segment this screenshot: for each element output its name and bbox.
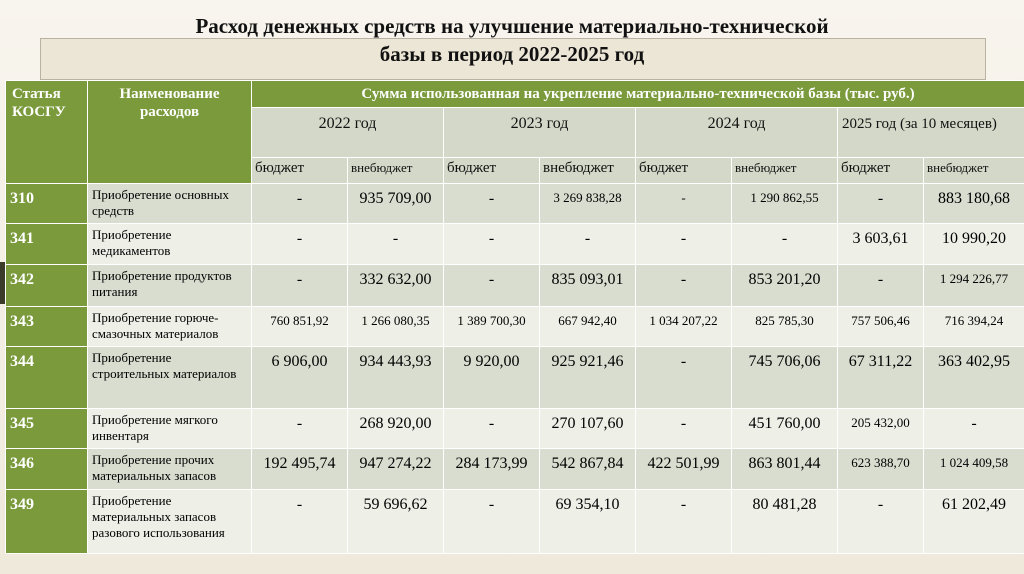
value-cell: - [444, 184, 540, 224]
value-cell: - [636, 224, 732, 265]
value-cell: 3 269 838,28 [540, 184, 636, 224]
header-year-2024: 2024 год [636, 108, 838, 158]
value-cell: - [732, 224, 838, 265]
value-cell: 934 443,93 [348, 347, 444, 409]
value-cell: - [636, 265, 732, 307]
value-cell: - [252, 409, 348, 449]
header-sum: Сумма использованная на укрепление материально-технической базы (тыс. руб.) [252, 81, 1024, 108]
value-cell: 667 942,40 [540, 307, 636, 347]
value-cell: 716 394,24 [924, 307, 1024, 347]
value-cell: 825 785,30 [732, 307, 838, 347]
value-cell: - [838, 490, 924, 554]
value-cell: 1 024 409,58 [924, 449, 1024, 490]
header-year-2023: 2023 год [444, 108, 636, 158]
value-cell: - [444, 265, 540, 307]
kosgu-code: 310 [6, 184, 88, 224]
value-cell: 10 990,20 [924, 224, 1024, 265]
value-cell: - [540, 224, 636, 265]
expense-name: Приобретение основных средств [88, 184, 252, 224]
expense-name: Приобретение материальных запасов разового использования [88, 490, 252, 554]
value-cell: - [348, 224, 444, 265]
kosgu-code: 343 [6, 307, 88, 347]
kosgu-code: 344 [6, 347, 88, 409]
value-cell: - [252, 490, 348, 554]
value-cell: 192 495,74 [252, 449, 348, 490]
header-extra-2024: внебюджет [732, 158, 838, 184]
value-cell: 925 921,46 [540, 347, 636, 409]
value-cell: 205 432,00 [838, 409, 924, 449]
value-cell: 883 180,68 [924, 184, 1024, 224]
value-cell: - [636, 490, 732, 554]
header-kosgu: Статья КОСГУ [6, 81, 88, 184]
value-cell: - [636, 347, 732, 409]
header-budget-2023: бюджет [444, 158, 540, 184]
value-cell: 422 501,99 [636, 449, 732, 490]
title-line-2: базы в период 2022-2025 год [379, 42, 645, 66]
expense-name: Приобретение горюче-смазочных материалов [88, 307, 252, 347]
value-cell: - [838, 184, 924, 224]
kosgu-code: 349 [6, 490, 88, 554]
value-cell: 3 603,61 [838, 224, 924, 265]
table-row [6, 307, 1024, 347]
value-cell: 80 481,28 [732, 490, 838, 554]
value-cell: - [444, 409, 540, 449]
value-cell: 853 201,20 [732, 265, 838, 307]
value-cell: - [636, 409, 732, 449]
value-cell: 1 290 862,55 [732, 184, 838, 224]
value-cell: - [838, 265, 924, 307]
value-cell: 9 920,00 [444, 347, 540, 409]
header-year-2022: 2022 год [252, 108, 444, 158]
expense-name: Приобретение медикаментов [88, 224, 252, 265]
expense-name: Приобретение строительных материалов [88, 347, 252, 409]
header-budget-2022: бюджет [252, 158, 348, 184]
value-cell: 1 034 207,22 [636, 307, 732, 347]
title-line-1: Расход денежных средств на улучшение материально-технической [195, 14, 829, 38]
kosgu-code: 345 [6, 409, 88, 449]
value-cell: 947 274,22 [348, 449, 444, 490]
value-cell: 6 906,00 [252, 347, 348, 409]
value-cell: - [924, 409, 1024, 449]
value-cell: - [636, 184, 732, 224]
kosgu-code: 342 [6, 265, 88, 307]
table-row [6, 265, 1024, 307]
value-cell: 69 354,10 [540, 490, 636, 554]
value-cell: 59 696,62 [348, 490, 444, 554]
value-cell: - [444, 224, 540, 265]
header-budget-2024: бюджет [636, 158, 732, 184]
value-cell: 1 294 226,77 [924, 265, 1024, 307]
slide-title [40, 12, 984, 68]
value-cell: 760 851,92 [252, 307, 348, 347]
value-cell: 332 632,00 [348, 265, 444, 307]
value-cell: 757 506,46 [838, 307, 924, 347]
expense-name: Приобретение продуктов питания [88, 265, 252, 307]
table-row [6, 409, 1024, 449]
expense-table-wrap [5, 80, 1024, 574]
kosgu-code: 341 [6, 224, 88, 265]
header-extra-2023: внебюджет [540, 158, 636, 184]
table-row [6, 449, 1024, 490]
value-cell: 623 388,70 [838, 449, 924, 490]
value-cell: - [252, 184, 348, 224]
value-cell: 935 709,00 [348, 184, 444, 224]
value-cell: 67 311,22 [838, 347, 924, 409]
header-year-2025: 2025 год (за 10 месяцев) [838, 108, 1024, 158]
value-cell: 1 389 700,30 [444, 307, 540, 347]
header-extra-2025: внебюджет [924, 158, 1024, 184]
table-row [6, 224, 1024, 265]
table-row [6, 184, 1024, 224]
value-cell: 61 202,49 [924, 490, 1024, 554]
value-cell: - [252, 224, 348, 265]
value-cell: 451 760,00 [732, 409, 838, 449]
value-cell: 268 920,00 [348, 409, 444, 449]
value-cell: - [444, 490, 540, 554]
kosgu-code: 346 [6, 449, 88, 490]
expense-name: Приобретение мягкого инвентаря [88, 409, 252, 449]
value-cell: 863 801,44 [732, 449, 838, 490]
expense-table [5, 80, 1024, 554]
value-cell: 1 266 080,35 [348, 307, 444, 347]
header-name: Наименование расходов [88, 81, 252, 184]
expense-name: Приобретение прочих материальных запасов [88, 449, 252, 490]
table-row [6, 347, 1024, 409]
table-row [6, 490, 1024, 554]
value-cell: 835 093,01 [540, 265, 636, 307]
value-cell: 542 867,84 [540, 449, 636, 490]
value-cell: 745 706,06 [732, 347, 838, 409]
header-extra-2022: внебюджет [348, 158, 444, 184]
value-cell: 363 402,95 [924, 347, 1024, 409]
value-cell: 270 107,60 [540, 409, 636, 449]
value-cell: - [252, 265, 348, 307]
value-cell: 284 173,99 [444, 449, 540, 490]
header-budget-2025: бюджет [838, 158, 924, 184]
